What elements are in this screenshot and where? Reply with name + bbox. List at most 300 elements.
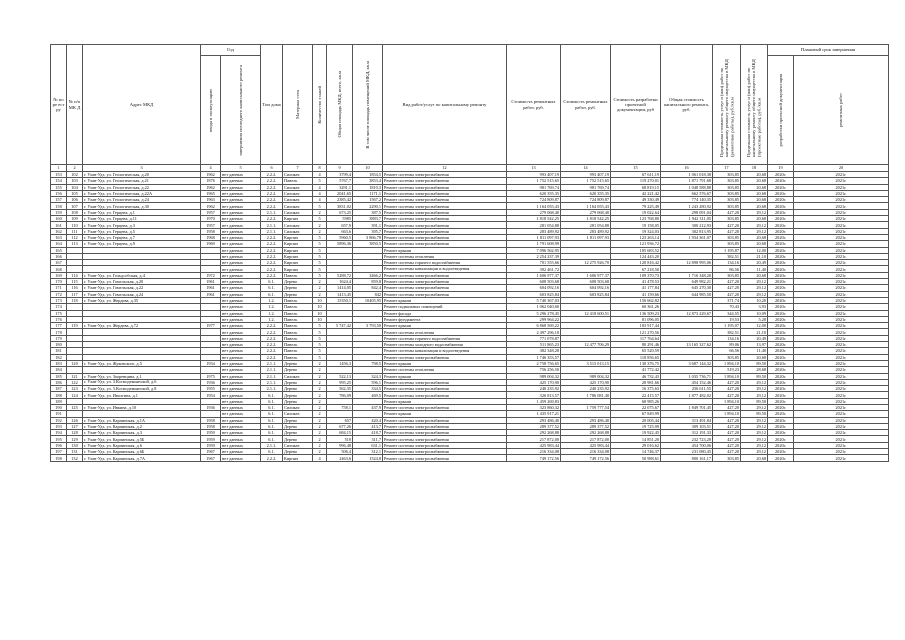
table-cell: 1 942 311,05 — [661, 216, 713, 222]
table-cell: 2021г. — [794, 354, 889, 360]
table-cell: 1967 — [201, 455, 221, 461]
table-cell: 771 078,87 — [507, 335, 561, 341]
table-cell: 427,20 — [713, 379, 741, 385]
table-cell: 1 894,10 — [713, 360, 741, 366]
table-cell: 119 270,01 — [611, 178, 661, 184]
table-cell: 216 334,08 — [507, 449, 561, 455]
table-cell: 774 140,35 — [661, 197, 713, 203]
table-cell: 1965 — [201, 190, 221, 196]
table-cell: 2 — [313, 417, 327, 423]
table-cell: 1957 — [201, 209, 221, 215]
table-cell: 2021г. — [794, 253, 889, 259]
table-cell: 2.2.2. — [261, 184, 283, 190]
table-cell: 2021г. — [794, 392, 889, 398]
table-cell: 60 361,26 — [611, 304, 661, 310]
table-cell: 993 407,19 — [561, 172, 611, 178]
table-cell: 10,20 — [741, 297, 768, 303]
table-cell: 2.1.1. — [261, 209, 283, 215]
table-cell: нет данных — [221, 316, 261, 322]
table-cell: 303,85 — [713, 234, 741, 240]
header-design-cost: Стоимость разработки проектной документации, руб — [611, 45, 661, 165]
table-cell: 130 376,75 — [611, 360, 661, 366]
table-cell: 2021г. — [794, 373, 889, 379]
column-number: 1 — [51, 165, 67, 172]
table-cell: 5896,36 — [327, 241, 353, 247]
table-cell: 2020г. — [768, 323, 794, 329]
table-cell: 20,49 — [741, 335, 768, 341]
table-cell: Панель — [283, 304, 313, 310]
table-cell: 2020г. — [768, 423, 794, 429]
table-cell: 67 849,99 — [611, 411, 661, 417]
table-cell: 2021г. — [794, 323, 889, 329]
table-cell: 2.2.2. — [261, 216, 283, 222]
table-cell: 4 — [313, 190, 327, 196]
table-cell: 1 195,07 — [713, 323, 741, 329]
table-cell: 2021г. — [794, 329, 889, 335]
table-cell: 2020г. — [768, 392, 794, 398]
table-cell: 2020г. — [768, 178, 794, 184]
table-cell: 1961 — [201, 279, 221, 285]
register-table — [50, 44, 889, 462]
table-cell: 46 732,43 — [611, 373, 661, 379]
table-cell: 163 — [51, 234, 67, 240]
table-cell: 1 894,10 — [713, 398, 741, 404]
table-cell: 2.2.2. — [261, 335, 283, 341]
table-cell: 5 — [313, 241, 327, 247]
header-repair-cost: Стоимость ремонтных работ, руб. — [507, 45, 561, 165]
table-cell: 2020г. — [768, 184, 794, 190]
table-cell: 2021г. — [794, 398, 889, 404]
table-cell: 1970 — [201, 216, 221, 222]
table-cell: 382 348,28 — [507, 348, 561, 354]
table-cell: Ремонт системы канализации и водоотведения — [383, 266, 507, 272]
table-cell: 604 092,16 — [507, 285, 561, 291]
table-cell: Ремонт системы электроснабжения — [383, 234, 507, 240]
table-cell: Дерево — [283, 367, 313, 373]
table-cell: 469,5 — [353, 392, 383, 398]
column-number: 9 — [327, 165, 353, 172]
table-cell: 12 873 229,67 — [661, 310, 713, 316]
table-cell: 303,85 — [713, 172, 741, 178]
table-cell: г. Улан-Удэ, ул. Карпинская, д.6Б — [83, 449, 201, 455]
table-cell: 29,12 — [741, 228, 768, 234]
table-cell: г. Улан-Удэ, ул. Герцена, д.9 — [83, 241, 201, 247]
table-cell: 2020г. — [768, 316, 794, 322]
table-cell: 371,74 — [713, 297, 741, 303]
table-cell: Ремонт системы электроснабжения — [383, 423, 507, 429]
table-cell: Панель — [283, 310, 313, 316]
table-cell: 1972 — [201, 272, 221, 278]
table-cell: 155 — [51, 184, 67, 190]
table-cell: 1967 — [201, 449, 221, 455]
table-cell: 2021г. — [794, 442, 889, 448]
table-cell: 170 — [51, 279, 67, 285]
table-cell: 289 377,52 — [507, 423, 561, 429]
table-cell: 418,7 — [353, 430, 383, 436]
table-cell: Ремонт системы электроснабжения — [383, 386, 507, 392]
table-cell: 102 — [67, 172, 83, 178]
table-cell: 156 — [51, 190, 67, 196]
table-cell: 1 195,87 — [713, 247, 741, 253]
header-floors: Количество этажей — [316, 85, 322, 124]
table-cell: 303,85 — [713, 216, 741, 222]
table-cell: нет данных — [221, 379, 261, 385]
table-cell: 2021г. — [794, 423, 889, 429]
table-cell: 161 — [51, 222, 67, 228]
table-cell: Силикат. — [283, 404, 313, 410]
table-cell: г. Улан-Удэ, ул. Жердева, д.72 — [83, 323, 201, 329]
table-cell: 2020г. — [768, 417, 794, 423]
table-cell: 311,7 — [353, 436, 383, 442]
table-cell: нет данных — [221, 190, 261, 196]
table-cell: Кирпич — [283, 247, 313, 253]
table-cell: 195 — [51, 436, 67, 442]
table-cell: 312 191,33 — [661, 430, 713, 436]
table-cell: 193 — [51, 423, 67, 429]
table-cell: 1959 — [201, 430, 221, 436]
table-cell: 1456,3 — [327, 360, 353, 366]
table-cell: 20,68 — [741, 184, 768, 190]
table-cell: 786,09 — [327, 392, 353, 398]
table-cell: Панель — [283, 342, 313, 348]
table-cell: Ремонт подвальных помещений — [383, 304, 507, 310]
table-cell: 392 461,72 — [507, 266, 561, 272]
table-cell: 673,25 — [327, 209, 353, 215]
table-cell: 596,1 — [353, 379, 383, 385]
table-cell: 118 856,65 — [611, 354, 661, 360]
table-cell: 427,20 — [713, 423, 741, 429]
column-number: 3 — [83, 165, 201, 172]
table-cell: 3 687 144,32 — [661, 360, 713, 366]
table-cell: 5 — [313, 178, 327, 184]
table-cell: 20,68 — [741, 354, 768, 360]
table-cell: Силикат. — [283, 222, 313, 228]
table-cell: 2 497 296,18 — [507, 329, 561, 335]
table-cell: Силикат. — [283, 203, 313, 209]
table-cell: нет данных — [221, 398, 261, 404]
table-cell: 20,68 — [741, 178, 768, 184]
table-cell: 5,28 — [741, 316, 768, 322]
table-cell: 2021г. — [794, 379, 889, 385]
table-cell: Силикат. — [283, 190, 313, 196]
table-cell: 2.2.2. — [261, 253, 283, 259]
table-cell: 312,1 — [353, 449, 383, 455]
table-cell: 6.1. — [261, 279, 283, 285]
table-cell: 216 334,08 — [561, 449, 611, 455]
table-cell: 129 — [67, 436, 83, 442]
table-cell: 2 — [313, 404, 327, 410]
table-body — [51, 172, 889, 462]
table-cell: г. Улан-Удэ, ул. Гомельская, д.24 — [83, 291, 201, 297]
table-cell: 41 478,53 — [611, 279, 661, 285]
table-cell: Ремонт системы холодного водоснабжения — [383, 342, 507, 348]
table-cell: 123 263,14 — [611, 234, 661, 240]
table-cell: 2 — [313, 392, 327, 398]
table-cell: 506,4 — [327, 449, 353, 455]
table-cell: 2021г. — [794, 367, 889, 373]
table-cell: 70,43 — [713, 304, 741, 310]
table-cell: 29,12 — [741, 430, 768, 436]
table-cell: Дерево — [283, 291, 313, 297]
table-cell: г. Улан-Удэ, ул. Гольдсобская, д.4 — [83, 272, 201, 278]
table-cell: Кирпич — [283, 260, 313, 266]
table-cell: 2020г. — [768, 373, 794, 379]
table-cell: 303,85 — [713, 354, 741, 360]
header-last-repair-year: завершения последнего капитального ремонта — [237, 64, 243, 156]
table-cell: 1810,3 — [353, 184, 383, 190]
table-cell: 649 982,21 — [661, 279, 713, 285]
header-mkd-no: № п/п МК Д — [67, 45, 83, 165]
table-cell: 6.1. — [261, 285, 283, 291]
table-cell: 1414,05 — [327, 285, 353, 291]
column-number: 19 — [768, 165, 794, 172]
table-cell: 756 256,50 — [507, 367, 561, 373]
table-cell: 2021г. — [794, 216, 889, 222]
table-cell: г. Улан-Удэ, ул. Ивкина, д.10 — [83, 404, 201, 410]
table-cell: 188 — [51, 392, 67, 398]
table-cell: 2020г. — [768, 449, 794, 455]
table-cell: 5 — [313, 260, 327, 266]
column-number-row — [51, 165, 889, 172]
table-cell: Ремонт системы горячего водоснабжения — [383, 260, 507, 266]
table-cell: 454 700,06 — [661, 442, 713, 448]
table-cell: 67 611,19 — [611, 172, 661, 178]
table-cell: 5767,7 — [327, 178, 353, 184]
table-cell: 171 — [51, 285, 67, 291]
table-cell: 1.2. — [261, 297, 283, 303]
table-cell: 111 — [67, 228, 83, 234]
table-cell: 5960,5 — [327, 234, 353, 240]
table-cell: 185 — [51, 373, 67, 379]
table-cell: 292 268,88 — [507, 430, 561, 436]
table-cell: 67 218,50 — [611, 266, 661, 272]
table-cell: 608 503,68 — [561, 279, 611, 285]
table-cell: 2.2.2. — [261, 348, 283, 354]
table-cell: г. Улан-Удэ, ул. Жуковского, д.5 — [83, 360, 201, 366]
table-cell: нет данных — [221, 272, 261, 278]
table-cell: Ремонт системы электроснабжения — [383, 241, 507, 247]
table-cell: Дерево — [283, 430, 313, 436]
table-cell: Ремонт системы электроснабжения — [383, 216, 507, 222]
table-cell: 2021г. — [794, 203, 889, 209]
table-cell: 20,68 — [741, 216, 768, 222]
table-cell: 2.2.2. — [261, 247, 283, 253]
table-cell: 15350,1 — [327, 297, 353, 303]
table-cell: 20,68 — [741, 197, 768, 203]
table-cell: 425 983,44 — [507, 442, 561, 448]
table-cell: 121 270,56 — [611, 329, 661, 335]
table-cell: 256 611,55 — [661, 386, 713, 392]
table-cell: 2021г. — [794, 266, 889, 272]
table-cell: 2020г. — [768, 335, 794, 341]
table-cell: 127 — [67, 423, 83, 429]
table-cell: 303,85 — [713, 197, 741, 203]
table-cell: 2020г. — [768, 279, 794, 285]
table-cell: 427,20 — [713, 404, 741, 410]
column-number: 20 — [794, 165, 889, 172]
table-cell: Ремонт системы отопления — [383, 367, 507, 373]
table-cell: 395,7 — [353, 228, 383, 234]
table-cell: 156 662,82 — [611, 297, 661, 303]
table-cell: 2020г. — [768, 197, 794, 203]
header-total-area: Общая площадь МКД, всего, кв.м — [336, 71, 342, 138]
table-cell: Ремонт крыши — [383, 373, 507, 379]
table-cell: 724 809,87 — [507, 197, 561, 203]
table-cell: 324,3 — [353, 373, 383, 379]
table-cell: 1413,45 — [327, 291, 353, 297]
table-cell: нет данных — [221, 184, 261, 190]
table-cell: 89,50 — [741, 360, 768, 366]
table-cell: нет данных — [221, 423, 261, 429]
table-cell: 758,1 — [327, 404, 353, 410]
table-cell: г. Улан-Удэ, ул. Герцена, д.11 — [83, 216, 201, 222]
table-cell: 2 — [313, 423, 327, 429]
table-cell: г. Улан-Удэ, ул. Гомельская, д.20 — [83, 279, 201, 285]
table-cell: 3466,2 — [353, 272, 383, 278]
table-cell: 19 922,45 — [611, 430, 661, 436]
table-header — [51, 45, 889, 172]
table-cell: 197 — [51, 449, 67, 455]
table-cell: 11,40 — [741, 266, 768, 272]
column-number: 16 — [661, 165, 713, 172]
table-cell: 2021г. — [794, 228, 889, 234]
header-plan-group: Плановый срок завершения — [768, 45, 889, 56]
table-cell: 169 — [51, 272, 67, 278]
table-cell: 425 170,90 — [507, 379, 561, 385]
table-cell: 2020г. — [768, 398, 794, 404]
table-cell: 2.1.1. — [261, 367, 283, 373]
table-cell: 12 898 995,06 — [661, 260, 713, 266]
table-cell: 303,85 — [713, 272, 741, 278]
table-cell: Дерево — [283, 423, 313, 429]
table-cell: 168 — [51, 266, 67, 272]
table-cell: 117 764,64 — [611, 335, 661, 341]
table-cell: Силикат. — [283, 411, 313, 417]
table-cell: 2385,42 — [327, 197, 353, 203]
table-cell: 29 016,62 — [611, 442, 661, 448]
table-cell: 128 — [67, 430, 83, 436]
table-cell: 1.2. — [261, 316, 283, 322]
table-cell: 303,85 — [713, 241, 741, 247]
table-cell: 603 825,84 — [561, 291, 611, 297]
table-cell: Ремонт фундамента — [383, 316, 507, 322]
table-cell: 427,20 — [713, 279, 741, 285]
table-cell: 427,20 — [713, 209, 741, 215]
table-cell: 1962 — [201, 172, 221, 178]
table-cell: 1 894,10 — [713, 411, 741, 417]
table-cell: Ремонт крыши — [383, 323, 507, 329]
table-cell: нет данных — [221, 197, 261, 203]
table-cell: 124 443,20 — [611, 253, 661, 259]
table-cell: 160 — [51, 216, 67, 222]
table-cell: 1958 — [201, 228, 221, 234]
table-cell: 2 — [313, 360, 327, 366]
table-cell: 2021г. — [794, 436, 889, 442]
column-number: 7 — [283, 165, 313, 172]
table-cell: Панель — [283, 178, 313, 184]
table-cell: 175 — [51, 310, 67, 316]
table-cell: 298 091,04 — [661, 209, 713, 215]
table-cell: 19 022,64 — [611, 209, 661, 215]
table-cell: 177 — [51, 323, 67, 329]
table-cell: 2021г. — [794, 417, 889, 423]
table-cell: 684,15 — [327, 430, 353, 436]
table-cell: 29,12 — [741, 423, 768, 429]
table-cell: 1 048 588,88 — [661, 184, 713, 190]
table-cell: 19,53 — [713, 316, 741, 322]
table-cell: 2 — [313, 442, 327, 448]
table-cell: 1954 — [201, 392, 221, 398]
table-cell: 122 — [67, 379, 83, 385]
table-cell: 2.1.1. — [261, 442, 283, 448]
table-cell: 1 746 353,57 — [507, 354, 561, 360]
table-cell: г. Улан-Удэ, ул. Герцена, д.5 — [83, 228, 201, 234]
table-cell: 3291,1 — [327, 184, 353, 190]
table-cell: 562,35 — [327, 386, 353, 392]
table-cell: 620 355,35 — [561, 190, 611, 196]
table-cell: 2021г. — [794, 386, 889, 392]
table-cell: Панель — [283, 323, 313, 329]
table-cell: 2 — [313, 411, 327, 417]
table-cell: 2020г. — [768, 310, 794, 316]
table-cell: 120 816,42 — [611, 260, 661, 266]
table-cell: 115 — [67, 279, 83, 285]
table-cell: 13,97 — [741, 342, 768, 348]
table-cell: 2020г. — [768, 329, 794, 335]
table-cell: Силикат. — [283, 228, 313, 234]
table-cell: 1936 — [201, 404, 221, 410]
table-cell: Кирпич — [283, 241, 313, 247]
table-cell: 303,85 — [713, 178, 741, 184]
table-cell: 2020г. — [768, 411, 794, 417]
column-number: 18 — [741, 165, 768, 172]
table-cell: 993 407,19 — [507, 172, 561, 178]
header-repair-cost-total: Стоимость ремонтных работ, руб. — [561, 45, 611, 165]
table-cell: 2 — [313, 285, 327, 291]
table-cell: 454 152,46 — [661, 379, 713, 385]
table-cell: 1955 — [201, 386, 221, 392]
table-cell: 2020г. — [768, 222, 794, 228]
table-cell: нет данных — [221, 228, 261, 234]
table-cell: 981 769,74 — [561, 184, 611, 190]
table-row — [51, 455, 889, 461]
table-cell: 103 — [67, 178, 83, 184]
table-cell: 2.2.2. — [261, 354, 283, 360]
table-cell: Ремонт системы электроснабжения — [383, 379, 507, 385]
table-cell: Ремонт системы электроснабжения — [383, 417, 507, 423]
table-cell: 120 — [67, 360, 83, 366]
table-cell: нет данных — [221, 404, 261, 410]
table-cell: 29,12 — [741, 279, 768, 285]
table-cell: Ремонт системы электроснабжения — [383, 228, 507, 234]
table-cell: 2021г. — [794, 184, 889, 190]
table-cell: Ремонт системы электроснабжения — [383, 184, 507, 190]
table-cell: Ремонт системы электроснабжения — [383, 436, 507, 442]
table-cell: 6.1. — [261, 449, 283, 455]
table-cell: 2041,65 — [327, 190, 353, 196]
table-cell: 603 825,84 — [507, 291, 561, 297]
table-cell: нет данных — [221, 241, 261, 247]
table-cell: 644 985,50 — [661, 291, 713, 297]
table-cell: Панель — [283, 335, 313, 341]
table-cell: 645 270,30 — [661, 285, 713, 291]
table-cell: 5 — [313, 216, 327, 222]
table-cell: 136 509,23 — [611, 310, 661, 316]
table-cell: 2021г. — [794, 178, 889, 184]
table-cell: 2 — [313, 430, 327, 436]
table-cell: 995,25 — [327, 379, 353, 385]
table-cell: Панель — [283, 316, 313, 322]
